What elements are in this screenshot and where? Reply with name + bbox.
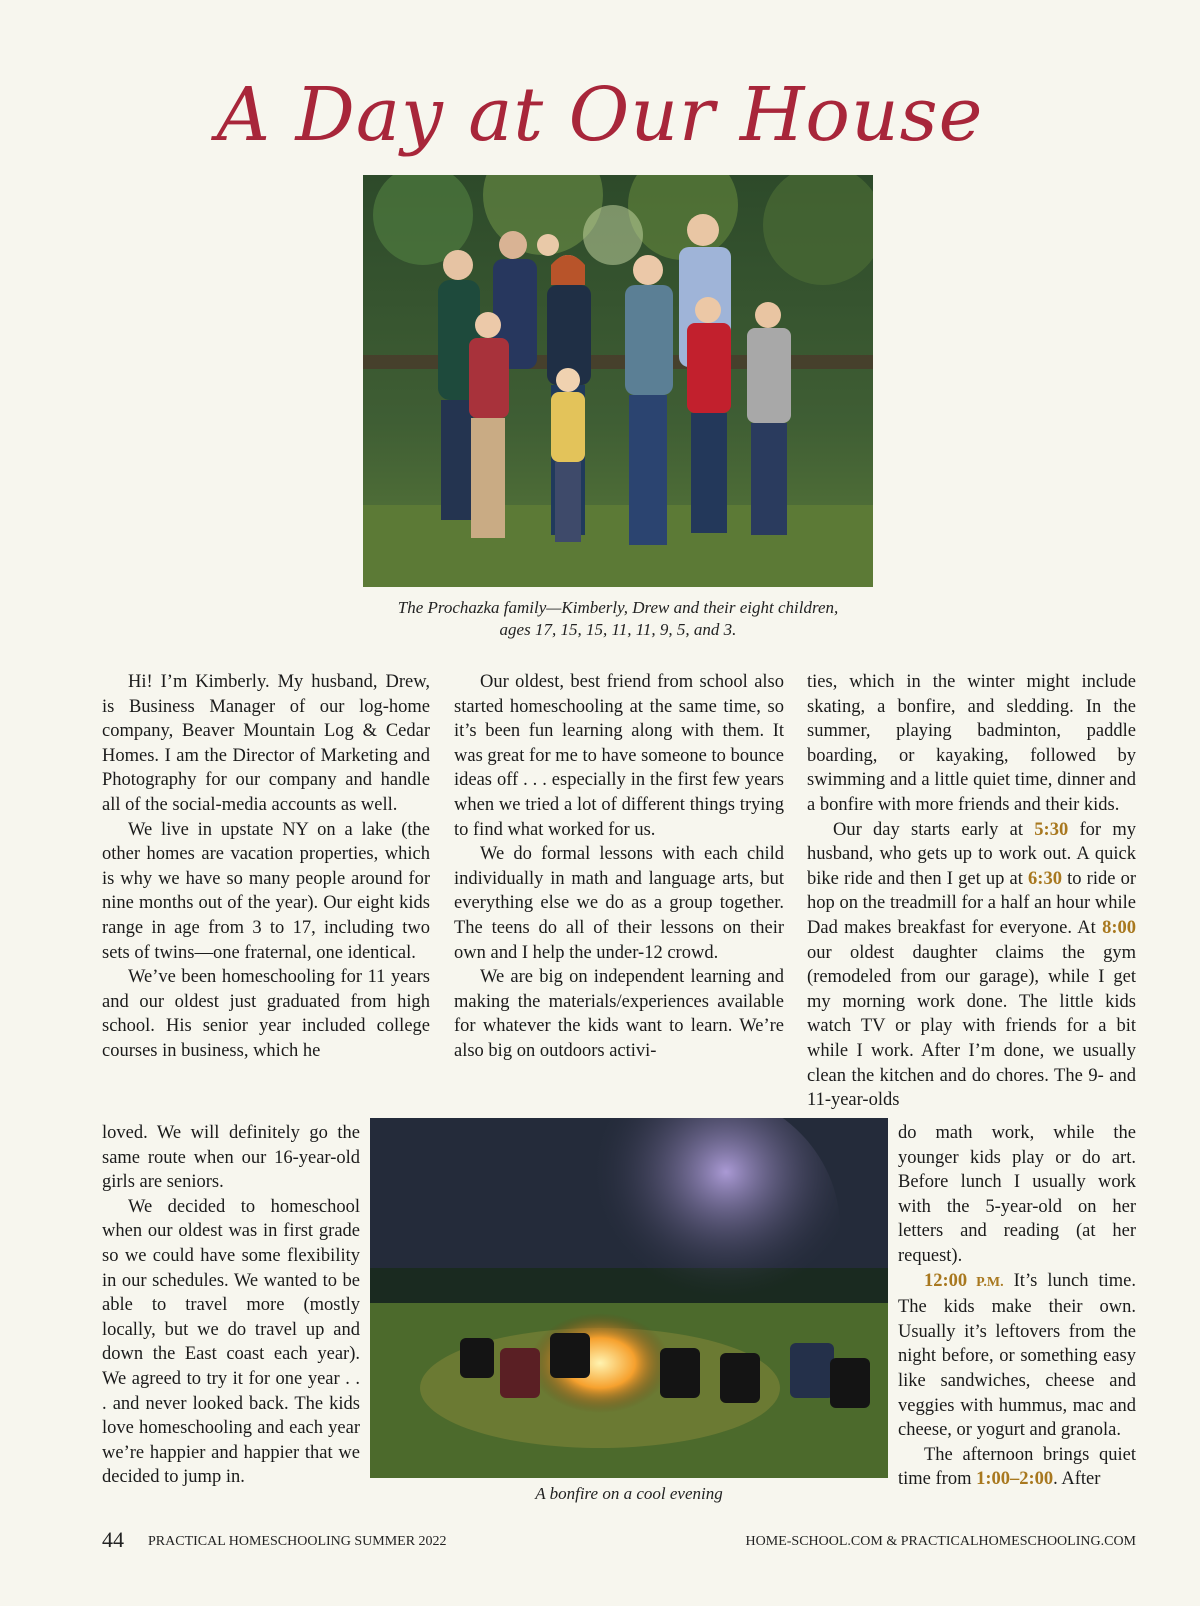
bonfire-photo-image [370, 1118, 888, 1478]
column-1-bottom [102, 1121, 360, 1490]
paragraph: We live in upstate NY on a lake (the other homes are vacation properties, which is why we have so many people around for nine months out of the year). Our eight kids range in age from 3 to 17, including two sets of twins—one fraternal, one identical. [102, 819, 430, 963]
paragraph: ties, which in the winter might include skating, a bonfire, and sledding. In the summer, playing badminton, paddle boarding, or kayaking, followed by swimming and a little quiet time, dinner and a bonfire with more friends and their kids. [807, 672, 1136, 815]
column-3-bottom [898, 1121, 1136, 1492]
paragraph: Our oldest, best friend from school also started homeschooling at the same time, so it’s been fun learning along with them. It was great for me to have someone to bounce ideas off . . . especially in the first few years when we tried a lot of different things trying to find what worked for us. [454, 672, 784, 840]
text: . After [1053, 1469, 1101, 1490]
time-highlight: 12:00 [924, 1270, 968, 1291]
text: It’s lunch time. The kids make their own. Usually it’s leftovers from the night before, or something easy like sandwiches, cheese and veggies with hummus, mac and cheese, or yogurt and granola. [898, 1270, 1137, 1441]
family-photo-image [363, 175, 873, 587]
page-number: 44 [102, 1527, 124, 1552]
time-highlight-suffix: P.M. [967, 1274, 1004, 1290]
family-photo-caption [300, 597, 936, 641]
article-title: A Day at Our House [216, 72, 984, 158]
paragraph: We do formal lessons with each child individually in math and language arts, but everything else we do as a group together. The teens do all of their lessons on their own and I help the under-12 crowd. [454, 844, 784, 963]
paragraph [807, 818, 1136, 1113]
paragraph [898, 1269, 1136, 1443]
column-1-top [102, 670, 430, 1064]
column-3-top [807, 670, 1136, 1113]
paragraph: We decided to homeschool when our oldest was in first grade so we could have some flexibility in our schedules. We wanted to be able to travel more (mostly locally, but we do travel up and down the East coast each year). We agreed to try it for one year . . . and never looked back. The kids love homeschooling and each year we’re happier and happier that we decided to jump in. [102, 1196, 360, 1488]
family-caption-line2: ages 17, 15, 15, 11, 11, 9, 5, and 3. [499, 620, 737, 639]
website-links: HOME-SCHOOL.COM & PRACTICALHOMESCHOOLING.COM [745, 1534, 1136, 1549]
text: Our day starts early at [833, 819, 1035, 840]
bonfire-photo [370, 1118, 888, 1478]
text: for my husband, who gets up to work out. A quick bike ride and then I get up at [807, 819, 1137, 889]
time-highlight: 6:30 [1028, 868, 1062, 889]
paragraph [898, 1443, 1136, 1492]
time-highlight: 8:00 [1102, 917, 1136, 938]
paragraph: We’ve been homeschooling for 11 years and our oldest just graduated from high school. His senior year included college courses in business, which he [102, 967, 430, 1061]
text: to ride or hop on the treadmill for a half an hour while Dad makes breakfast for everyone. At [807, 868, 1136, 938]
time-highlight: 1:00–2:00 [976, 1469, 1054, 1490]
bonfire-photo-caption: A bonfire on a cool evening [535, 1484, 723, 1503]
paragraph: loved. We will definitely go the same route when our 16-year-old girls are seniors. [102, 1123, 360, 1193]
family-caption-line1: The Prochazka family—Kimberly, Drew and their eight children, [397, 598, 839, 617]
paragraph: We are big on independent learning and making the materials/experiences available for whatever the kids want to learn. We’re also big on outdoors activi- [454, 967, 784, 1061]
text: The afternoon brings quiet time from [898, 1444, 1136, 1490]
text: our oldest daughter claims the gym (remodeled from our garage), while I get my morning work done. The little kids watch TV or play with friends for a bit while I work. After I’m done, we usually clean the kitchen and do chores. The 9- and 11-year-olds [807, 942, 1136, 1111]
time-highlight: 5:30 [1034, 819, 1069, 840]
paragraph: do math work, while the younger kids play or do art. Before lunch I usually work with the 5-year-old on her letters and reading (at her request). [898, 1123, 1136, 1266]
column-2 [454, 670, 784, 1064]
paragraph: Hi! I’m Kimberly. My husband, Drew, is Business Manager of our log-home company, Beaver Mountain Log & Cedar Homes. I am the Director of Marketing and Photography for our company and handle all of the social-media accounts as well. [102, 672, 430, 815]
magazine-issue: PRACTICAL HOMESCHOOLING SUMMER 2022 [148, 1534, 447, 1549]
family-photo [363, 175, 873, 587]
